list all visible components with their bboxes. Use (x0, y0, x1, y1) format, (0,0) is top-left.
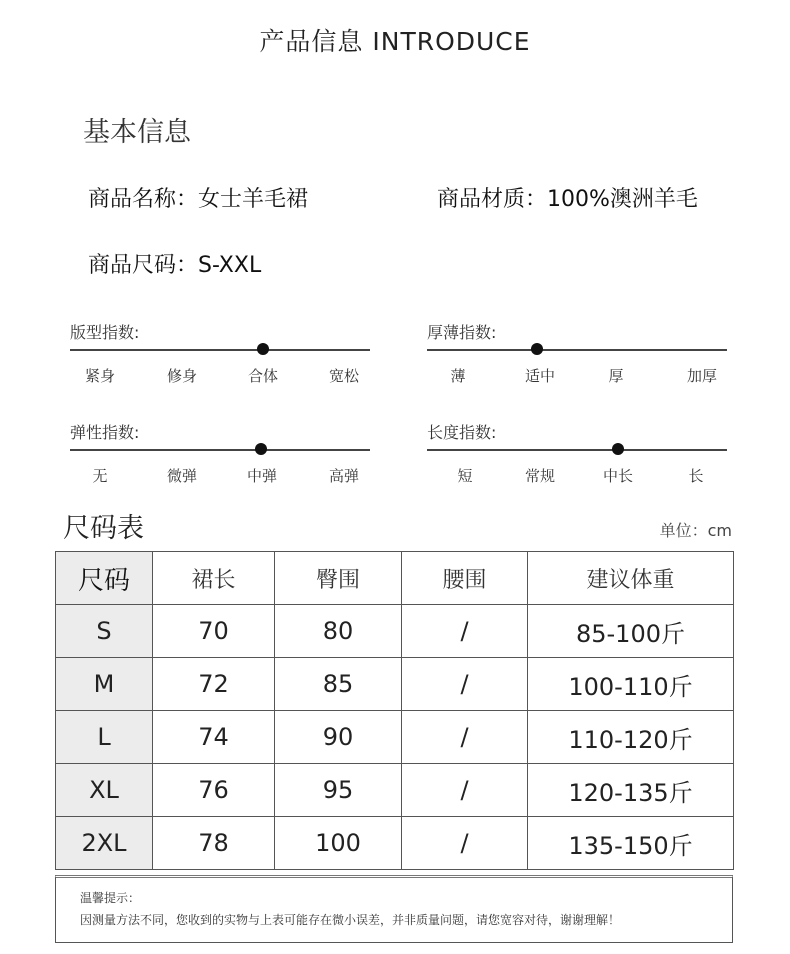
elasticity-index-scale (70, 420, 370, 490)
table-cell: 135-150斤 (528, 817, 734, 870)
column-header: 尺码 (56, 552, 153, 605)
table-cell: / (402, 605, 528, 658)
table-cell: / (402, 658, 528, 711)
length-option: 常规 (524, 467, 556, 485)
elasticity-option: 无 (92, 467, 108, 485)
length-index-marker (612, 443, 624, 455)
notes-title: 温馨提示： (80, 891, 141, 905)
table-cell: / (402, 711, 528, 764)
table-cell: / (402, 817, 528, 870)
size-chart-heading: 尺码表 (63, 513, 144, 544)
table-row (56, 764, 734, 817)
table-cell: 76 (153, 764, 275, 817)
table-cell: 120-135斤 (528, 764, 734, 817)
fit-option: 紧身 (84, 367, 116, 385)
table-row (56, 605, 734, 658)
table-row (56, 711, 734, 764)
basic-info-heading: 基本信息 (83, 117, 191, 148)
fit-index-scale (70, 320, 370, 390)
fit-option: 修身 (166, 367, 198, 385)
elasticity-index-label: 弹性指数: (70, 423, 140, 442)
fit-option: 合体 (247, 367, 279, 385)
length-index-scale (427, 420, 727, 490)
table-cell: 72 (153, 658, 275, 711)
table-cell: 95 (275, 764, 402, 817)
column-header: 腰围 (402, 552, 528, 605)
length-option: 中长 (602, 467, 634, 485)
thickness-index-marker (531, 343, 543, 355)
table-cell: 78 (153, 817, 275, 870)
table-cell: 110-120斤 (528, 711, 734, 764)
table-cell: L (56, 711, 153, 764)
table-cell: / (402, 764, 528, 817)
column-header: 建议体重 (528, 552, 734, 605)
thickness-option: 加厚 (686, 367, 718, 385)
thickness-option: 薄 (450, 367, 466, 385)
size-table (55, 551, 734, 870)
fit-index-label: 版型指数: (70, 323, 140, 342)
notes-text: 因测量方法不同，您收到的实物与上表可能存在微小误差，并非质量问题，请您宽容对待，谢谢理解！ (80, 913, 621, 927)
elasticity-option: 微弹 (166, 467, 198, 485)
unit-label: 单位：cm (659, 521, 732, 540)
table-cell: 85-100斤 (528, 605, 734, 658)
table-cell: 80 (275, 605, 402, 658)
table-cell: 85 (275, 658, 402, 711)
elasticity-index-line (70, 449, 370, 451)
table-row (56, 817, 734, 870)
table-cell: 100-110斤 (528, 658, 734, 711)
fit-index-line (70, 349, 370, 351)
product-size-range: 商品尺码：S-XXL (88, 253, 262, 278)
fit-option: 宽松 (328, 367, 360, 385)
elasticity-option: 高弹 (328, 467, 360, 485)
fit-index-marker (257, 343, 269, 355)
table-cell: 74 (153, 711, 275, 764)
thickness-option: 适中 (524, 367, 556, 385)
elasticity-option: 中弹 (246, 467, 278, 485)
elasticity-index-marker (255, 443, 267, 455)
thickness-option: 厚 (608, 367, 624, 385)
table-cell: 70 (153, 605, 275, 658)
table-row (56, 658, 734, 711)
table-cell: M (56, 658, 153, 711)
product-name: 商品名称：女士羊毛裙 (88, 187, 309, 212)
column-header: 裙长 (153, 552, 275, 605)
thickness-index-scale (427, 320, 727, 390)
product-material: 商品材质：100%澳洲羊毛 (437, 187, 698, 212)
table-cell: S (56, 605, 153, 658)
length-index-line (427, 449, 727, 451)
table-header-row (56, 552, 734, 605)
thickness-index-line (427, 349, 727, 351)
length-option: 短 (457, 467, 473, 485)
table-cell: 2XL (56, 817, 153, 870)
length-index-label: 长度指数: (427, 423, 497, 442)
table-cell: 100 (275, 817, 402, 870)
length-option: 长 (688, 467, 704, 485)
table-cell: XL (56, 764, 153, 817)
thickness-index-label: 厚薄指数: (427, 323, 497, 342)
table-cell: 90 (275, 711, 402, 764)
column-header: 臀围 (275, 552, 402, 605)
notes-box (55, 875, 733, 943)
page-title: 产品信息 INTRODUCE (259, 27, 531, 56)
